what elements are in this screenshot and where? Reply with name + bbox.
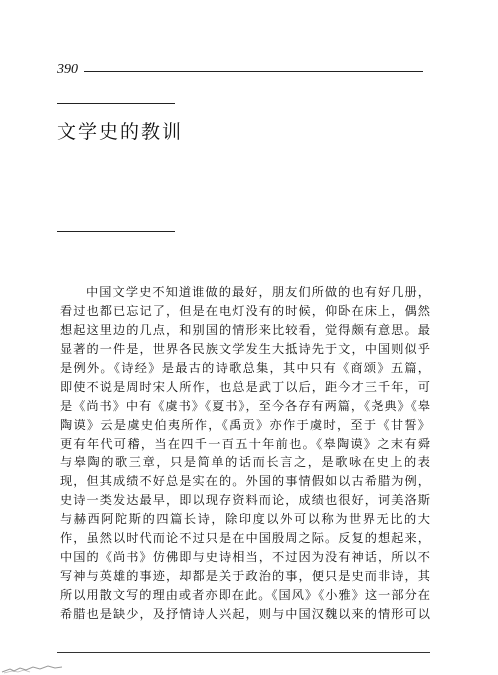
body-line: 与赫西阿陀斯的四篇长诗，除印度以外可以称为世界无比的大 [60, 512, 430, 527]
body-line: 陶谟》云是虞史伯夷所作，《禹贡》亦作于虞时，至于《甘誓》 [60, 417, 430, 432]
title-rule-top [57, 103, 175, 104]
header-rule [84, 71, 423, 72]
body-line: 写神与英雄的事迹，却都是关于政治的事，便只是史而非诗，其 [60, 569, 430, 584]
body-line: 即使不说是周时宋人所作，也总是武丁以后，距今才三千年，可 [60, 379, 430, 394]
body-line: 与皋陶的歌三章，只是简单的话而长言之，是歌咏在史上的表 [60, 455, 430, 470]
article-title: 文学史的教训 [57, 121, 184, 143]
body-line: 中国文学史不知道谁做的最好，朋友们所做的也有好几册， [86, 285, 430, 299]
scan-artifact [0, 660, 80, 674]
footer-rule [57, 652, 430, 653]
article-body [60, 283, 430, 624]
page-number: 390 [57, 62, 78, 77]
body-line: 看过也都已忘记了，但是在电灯没有的时候，仰卧在床上，偶然 [60, 303, 430, 318]
body-line: 想起这里边的几点，和别国的情形来比较看，觉得颇有意思。最 [60, 322, 430, 337]
body-line: 所以用散文写的理由或者亦即在此。《国风》《小雅》这一部分在 [60, 588, 430, 602]
body-line: 现，但其成绩不好总是实在的。外国的事情假如以古希腊为例， [60, 474, 430, 489]
body-line: 更有年代可稽，当在四千一百五十年前也。《皋陶谟》之末有舜 [60, 436, 430, 451]
body-line: 是《尚书》中有《虞书》《夏书》，至今各存有两篇，《尧典》《皋 [60, 398, 430, 413]
body-line: 史诗一类发达最早，即以现存资料而论，成绩也很好，诃美洛斯 [60, 493, 430, 508]
body-line: 作，虽然以时代而论不过只是在中国殷周之际。反复的想起来， [60, 531, 430, 546]
body-line: 显著的一件是，世界各民族文学发生大抵诗先于文，中国则似乎 [60, 341, 430, 356]
body-line: 是例外。《诗经》是最古的诗歌总集，其中只有《商颂》五篇， [60, 360, 430, 375]
body-line: 希腊也是缺少，及抒情诗人兴起，则与中国汉魏以来的情形可以 [60, 606, 430, 621]
body-line: 中国的《尚书》仿佛即与史诗相当，不过因为没有神话，所以不 [60, 550, 430, 565]
title-rule-bottom [57, 231, 175, 232]
